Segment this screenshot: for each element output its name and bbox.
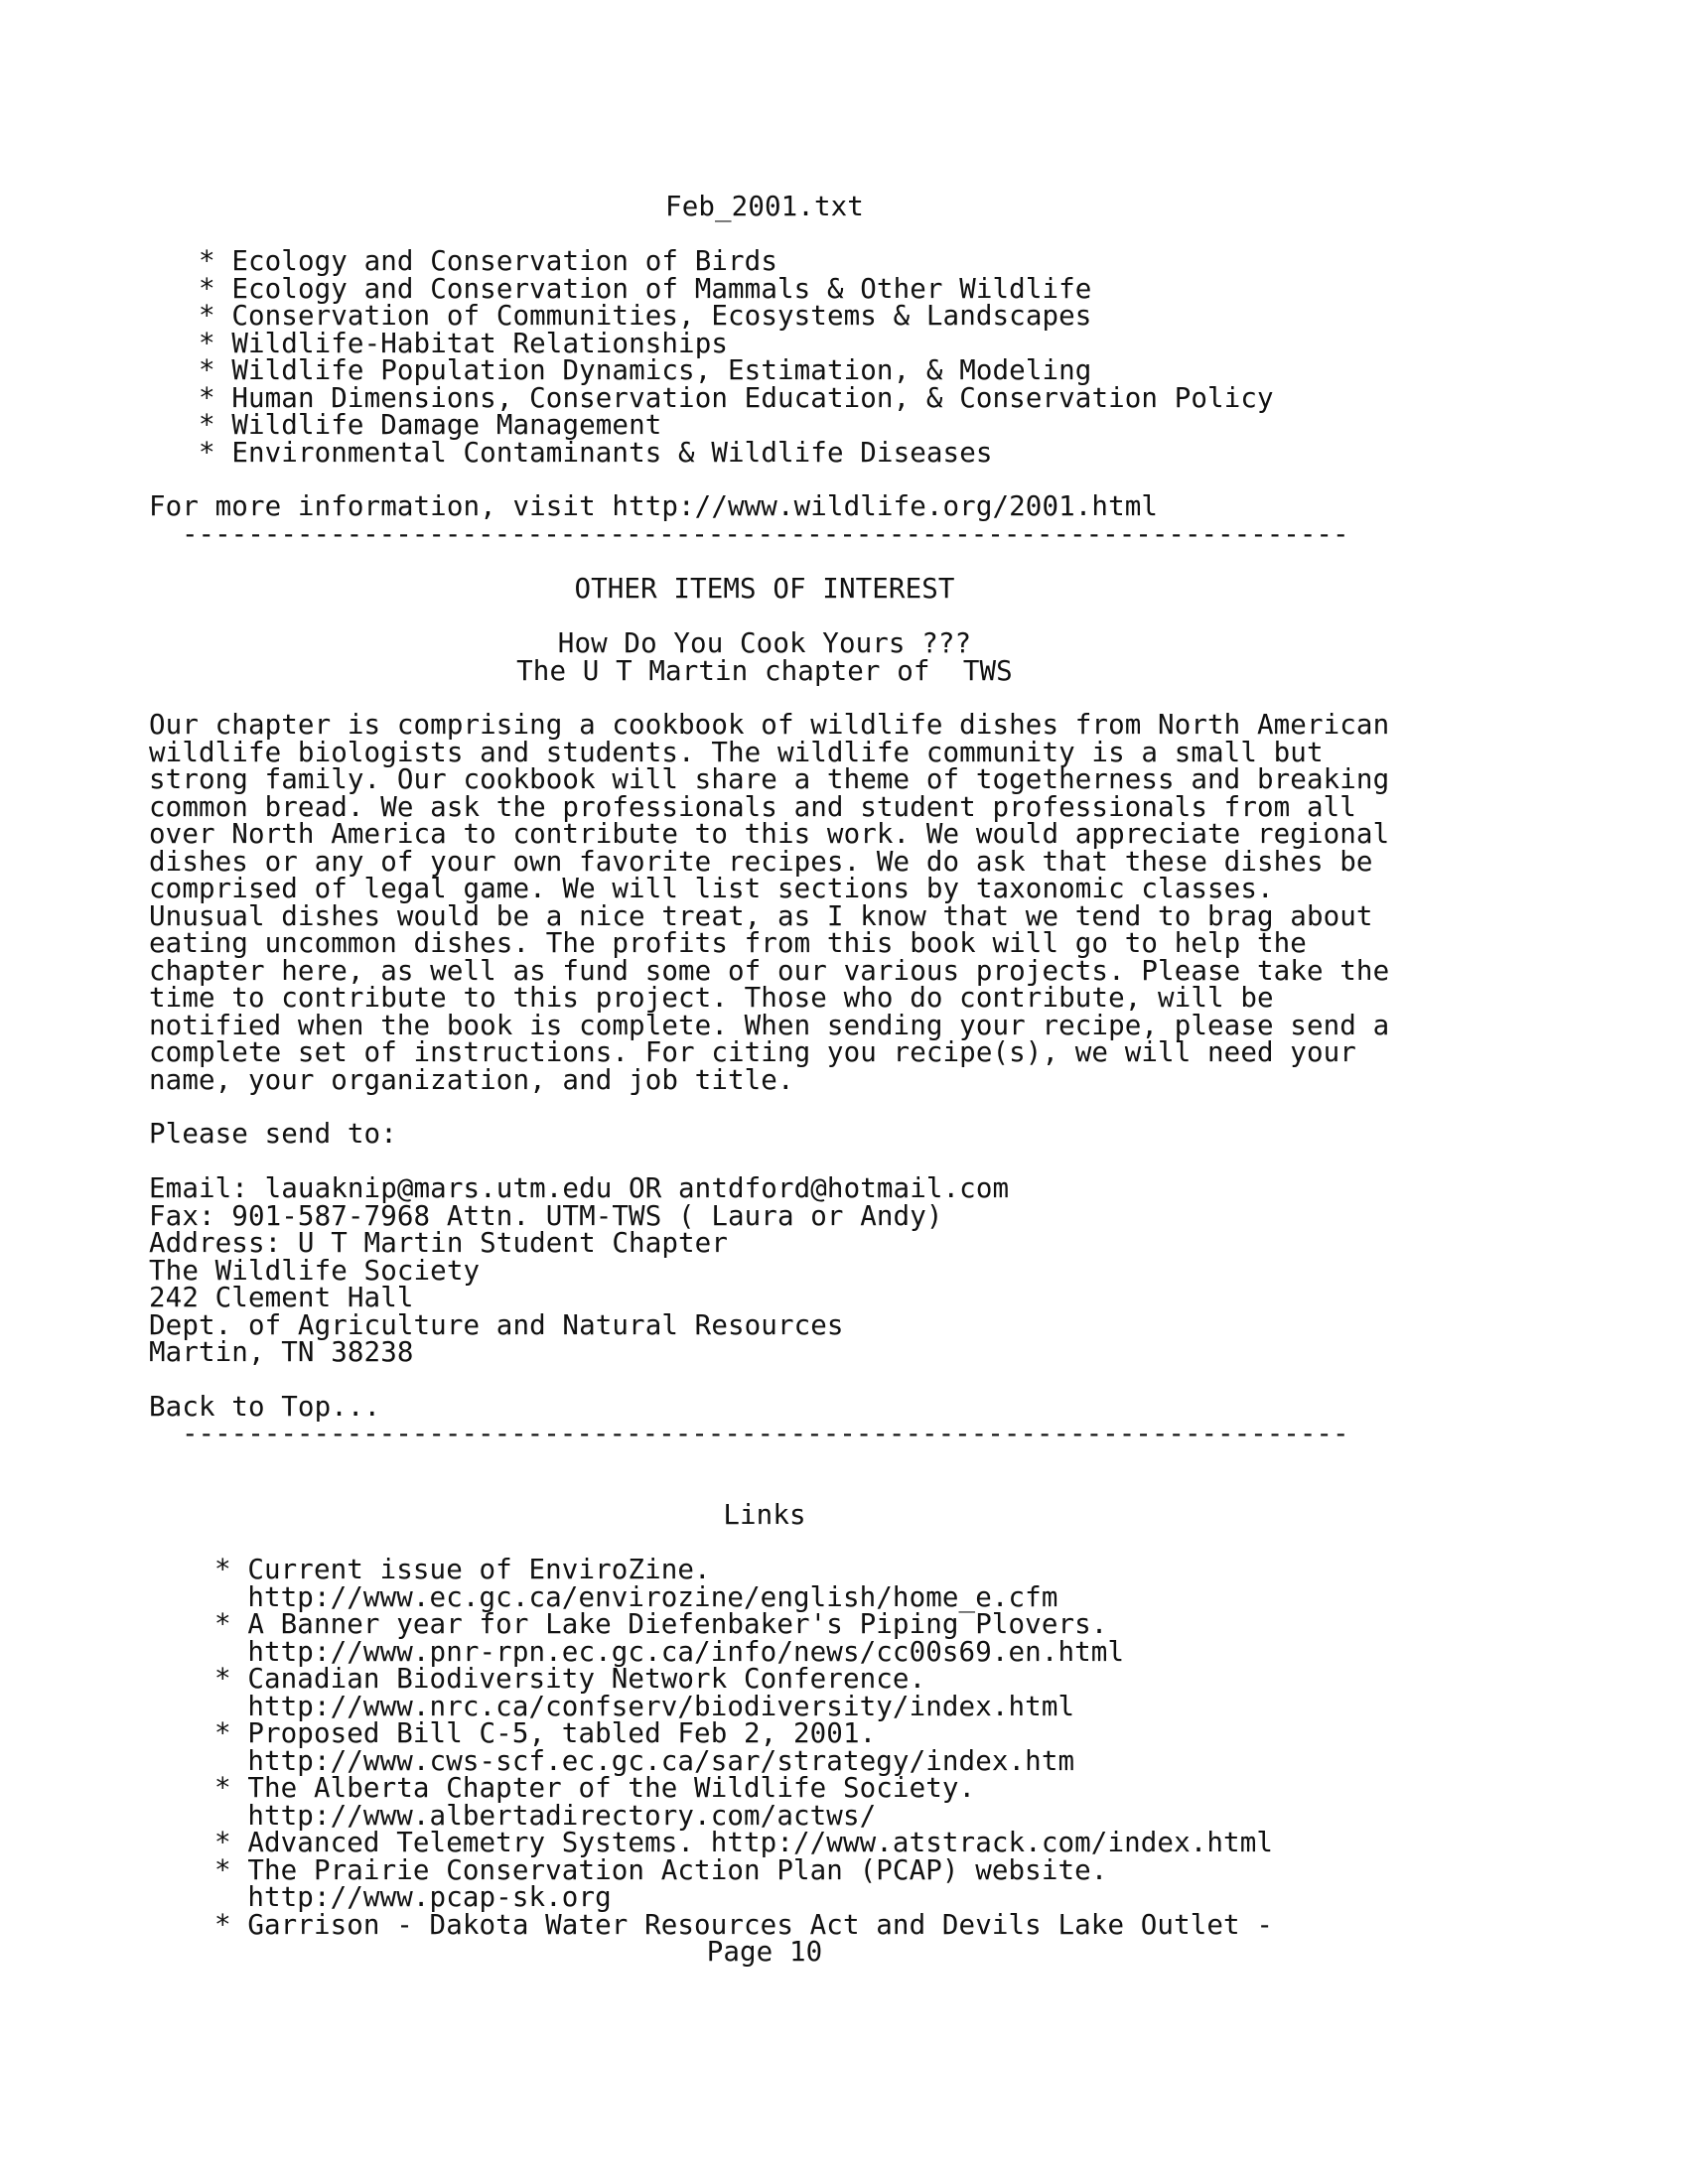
list-item: * The Prairie Conservation Action Plan (PCAP) website. (214, 1853, 1108, 1886)
body-line: comprised of legal game. We will list sections by taxonomic classes. (149, 873, 1274, 904)
article-subtitle: The U T Martin chapter of TWS (516, 654, 1013, 687)
list-item: * A Banner year for Lake Diefenbaker's Piping Plovers. (214, 1608, 1108, 1640)
contact-address-line: The Wildlife Society (149, 1254, 481, 1287)
list-item: * Human Dimensions, Conservation Education, & Conservation Policy (199, 381, 1274, 414)
list-item[interactable]: * Advanced Telemetry Systems. http://www.atstrack.com/index.html (214, 1827, 1274, 1858)
back-to-top-link[interactable]: Back to Top... (149, 1391, 381, 1423)
body-line: wildlife biologists and students. The wildlife community is a small but (149, 736, 1324, 768)
link-url[interactable]: http://www.albertadirectory.com/actws/ (214, 1799, 877, 1832)
file-title: Feb_2001.txt (665, 191, 864, 222)
send-to-label: Please send to: (149, 1118, 397, 1150)
list-item: * Proposed Bill C-5, tabled Feb 2, 2001. (214, 1717, 877, 1749)
list-item: * Wildlife Damage Management (199, 409, 662, 441)
list-item: * Ecology and Conservation of Mammals & Other Wildlife (199, 272, 1092, 305)
body-line: Unusual dishes would be a nice treat, as I know that we tend to brag about (149, 899, 1373, 932)
list-item: * Garrison - Dakota Water Resources Act and Devils Lake Outlet - (214, 1908, 1274, 1941)
list-item: * Current issue of EnviroZine. (214, 1554, 711, 1585)
body-line: strong family. Our cookbook will share a theme of togetherness and breaking (149, 763, 1390, 795)
contact-fax: Fax: 901-587-7968 Attn. UTM-TWS ( Laura or Andy) (149, 1199, 943, 1232)
contact-address-line: Martin, TN 38238 (149, 1336, 414, 1368)
contact-email: Email: lauaknip@mars.utm.edu OR antdford@hotmail.com (149, 1172, 1010, 1204)
body-line: name, your organization, and job title. (149, 1063, 794, 1096)
contact-address-line: Dept. of Agriculture and Natural Resources (149, 1308, 844, 1341)
list-item: * Environmental Contaminants & Wildlife Diseases (199, 436, 993, 469)
link-url[interactable]: http://www.pnr-rpn.ec.gc.ca/info/news/cc00s69.en.html (214, 1635, 1125, 1668)
list-item: * Ecology and Conservation of Birds (199, 245, 777, 277)
contact-address-line: 242 Clement Hall (149, 1282, 414, 1313)
more-info-line: For more information, visit http://www.wildlife.org/2001.html (149, 490, 1159, 522)
link-url[interactable]: http://www.ec.gc.ca/envirozine/english/home_e.cfm (214, 1580, 1058, 1613)
list-item: * Canadian Biodiversity Network Conference. (214, 1663, 926, 1695)
list-item: * Wildlife-Habitat Relationships (199, 327, 729, 359)
section-heading: OTHER ITEMS OF INTEREST (574, 573, 955, 605)
separator-rule (182, 1421, 1373, 1448)
link-url[interactable]: http://www.pcap-sk.org (214, 1881, 612, 1913)
separator-rule (182, 521, 1373, 549)
link-url[interactable]: http://www.nrc.ca/confserv/biodiversity/index.html (214, 1690, 1075, 1722)
link-url[interactable]: http://www.cws-scf.ec.gc.ca/sar/strategy/index.htm (214, 1744, 1075, 1777)
body-line: chapter here, as well as fund some of our various projects. Please take the (149, 954, 1390, 987)
links-heading: Links (723, 1499, 806, 1531)
list-item: * Wildlife Population Dynamics, Estimation, & Modeling (199, 354, 1092, 386)
contact-address: Address: U T Martin Student Chapter (149, 1227, 728, 1259)
list-item: * The Alberta Chapter of the Wildlife Society. (214, 1772, 976, 1804)
page-number: Page 10 (706, 1936, 823, 1968)
body-line: Our chapter is comprising a cookbook of wildlife dishes from North American (149, 709, 1390, 741)
list-item: * Conservation of Communities, Ecosystems & Landscapes (199, 300, 1092, 332)
body-line: complete set of instructions. For citing you recipe(s), we will need your (149, 1036, 1356, 1068)
body-line: over North America to contribute to this work. We would appreciate regional (149, 818, 1390, 850)
body-line: eating uncommon dishes. The profits from this book will go to help the (149, 927, 1307, 959)
article-title: How Do You Cook Yours ??? (557, 627, 972, 659)
body-line: dishes or any of your own favorite recipes. We do ask that these dishes be (149, 845, 1373, 878)
body-line: time to contribute to this project. Those who do contribute, will be (149, 982, 1274, 1014)
body-line: common bread. We ask the professionals and student professionals from all (149, 790, 1356, 823)
body-line: notified when the book is complete. When sending your recipe, please send a (149, 1009, 1390, 1041)
